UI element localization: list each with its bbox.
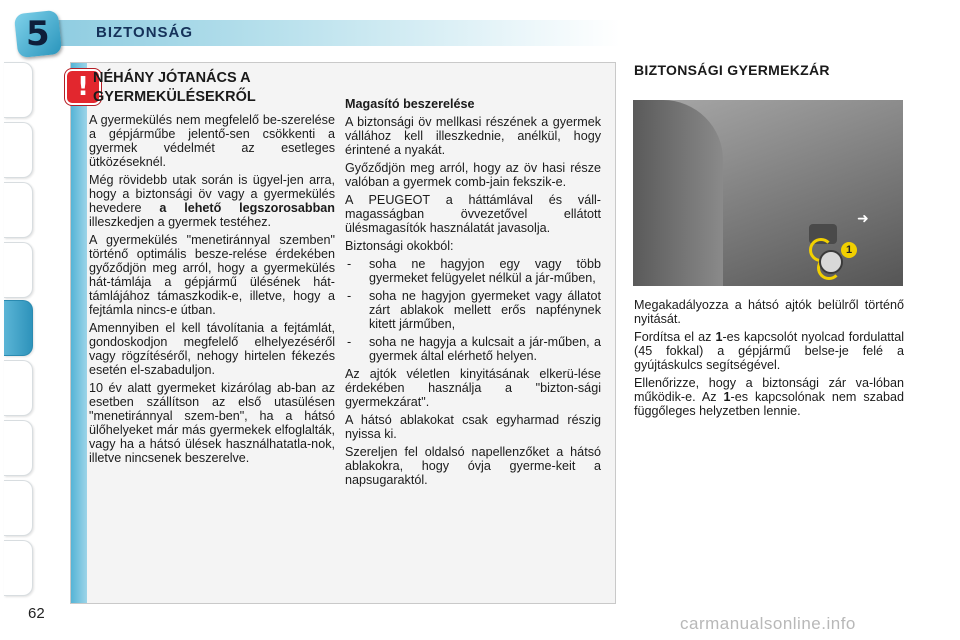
child-lock-photo — [633, 100, 903, 286]
chapter-number: 5 — [26, 14, 50, 55]
chapter-title: BIZTONSÁG — [96, 24, 194, 41]
page-number: 62 — [28, 605, 45, 622]
text-run: Még rövidebb utak során is ügyel-jen arra, hogy a biztonsági öv vagy a gyermekülés hevedere — [89, 173, 335, 215]
bold-text: a lehető legszorosabban — [159, 201, 335, 215]
chapter-tab-9[interactable] — [4, 540, 33, 596]
advice-paragraph: Az ajtók véletlen kinyitásának elkerü-lése érdekében használja a "bizton-sági gyermekzárat". — [345, 367, 601, 409]
advice-right-column — [345, 97, 601, 491]
safety-list — [345, 257, 601, 363]
list-item: - soha ne hagyja a kulcsait a jár-műben, a gyermek által elérhető helyen. — [345, 335, 601, 363]
door-frame — [633, 100, 723, 286]
advice-box-stripe — [71, 63, 87, 603]
advice-paragraph: Szereljen fel oldalsó napellenzőket a hátsó ablakokra, hogy óvja gyerme-keit a napsugaraktól. — [345, 445, 601, 487]
advice-box-title: NÉHÁNY JÓTANÁCS A GYERMEKÜLÉSEKRŐL — [93, 70, 256, 105]
advice-paragraph: Győződjön meg arról, hogy az öv hasi része valóban a gyermek comb-jain fekszik-e. — [345, 161, 601, 189]
warning-exclamation-icon: ! — [65, 69, 101, 105]
chapter-tab-7[interactable] — [4, 420, 33, 476]
bold-text: 1 — [723, 390, 731, 404]
text-run: Ellenőrizze, hogy a biztonsági zár va-lóban működik-e. Az — [634, 376, 904, 404]
arrow-icon: ➜ — [857, 210, 869, 226]
advice-paragraph: Amennyiben el kell távolítania a fejtámlát, gondoskodjon megfelelő elhelyezéséről vagy rögzítéséről, nehogy hirtelen fékezés esetén el-szabaduljon. — [89, 321, 335, 377]
child-lock-switch — [819, 250, 843, 274]
advice-box — [70, 62, 616, 604]
section-title: BIZTONSÁGI GYERMEKZÁR — [634, 62, 830, 78]
booster-heading: Magasító beszerelése — [345, 97, 475, 111]
photo-callout: 1 — [841, 242, 857, 258]
chapter-tab-8[interactable] — [4, 480, 33, 536]
text-run: Fordítsa el az — [634, 330, 716, 344]
advice-paragraph: A PEUGEOT a háttámlával és váll-magasságban övvezetővel ellátott ülésmagasítók használatát javasolja. — [345, 193, 601, 235]
chapter-tab-6[interactable] — [4, 360, 33, 416]
advice-paragraph: A gyermekülés "menetiránnyal szemben" történő optimális besze-relése érdekében győződjön meg arról, hogy a gyermekülés hát-támlája a gépjármű ülésének hát-támlájához támaszkodik-e, illetve, hogy a fejtámla nincs-e útban. — [89, 233, 335, 317]
advice-left-column — [89, 113, 335, 469]
text-run: -es kapcsolót nyolcad fordulattal (45 fokkal) a gépjármű belse-je felé a gyújtáskulcs segítségével. — [634, 330, 904, 372]
advice-paragraph: A hátsó ablakokat csak egyharmad részig nyissa ki. — [345, 413, 601, 441]
section-paragraph — [634, 330, 904, 372]
chapter-tab-3[interactable] — [4, 182, 33, 238]
advice-paragraph: A biztonsági öv mellkasi részének a gyermek vállához kell illeszkednie, anélkül, hogy érintené a nyakát. — [345, 115, 601, 157]
chapter-tab-1[interactable] — [4, 62, 33, 118]
text-run: illeszkedjen a gyermek testéhez. — [89, 215, 272, 229]
advice-paragraph: 10 év alatt gyermeket kizárólag ab-ban az esetben szállítson az első utasülésen "menetiránnyal szem-ben", ha a hátsó ülőhelyeket már más gyermekek elfoglalták, vagy ha a hátsó ülések használhatatla-nok, illetve nincsenek beszerelve. — [89, 381, 335, 465]
list-item: - soha ne hagyjon gyermeket vagy állatot zárt ablakok mellett erős napfénynek kitett járműben, — [345, 289, 601, 331]
section-text — [634, 298, 904, 422]
advice-paragraph: Biztonsági okokból: — [345, 239, 454, 253]
bold-text: 1 — [715, 330, 723, 344]
list-item: - soha ne hagyjon egy vagy több gyermeket felügyelet nélkül a jár-műben, — [345, 257, 601, 285]
advice-paragraph: A gyermekülés nem megfelelő be-szerelése a gépjárműbe jelentő-sen csökkenti a gyermek védelmét az esetleges ütközéseknél. — [89, 113, 335, 169]
watermark: carmanualsonline.info — [680, 614, 856, 633]
chapter-badge — [14, 10, 62, 58]
chapter-tab-5-active[interactable] — [4, 300, 33, 356]
chapter-tab-4[interactable] — [4, 242, 33, 298]
section-paragraph — [634, 376, 904, 418]
section-paragraph: Megakadályozza a hátsó ajtók belülről történő nyitását. — [634, 298, 904, 326]
chapter-tab-2[interactable] — [4, 122, 33, 178]
text-run: -es kapcsolónak nem szabad függőleges helyzetben lennie. — [634, 390, 904, 418]
advice-paragraph — [89, 173, 335, 229]
